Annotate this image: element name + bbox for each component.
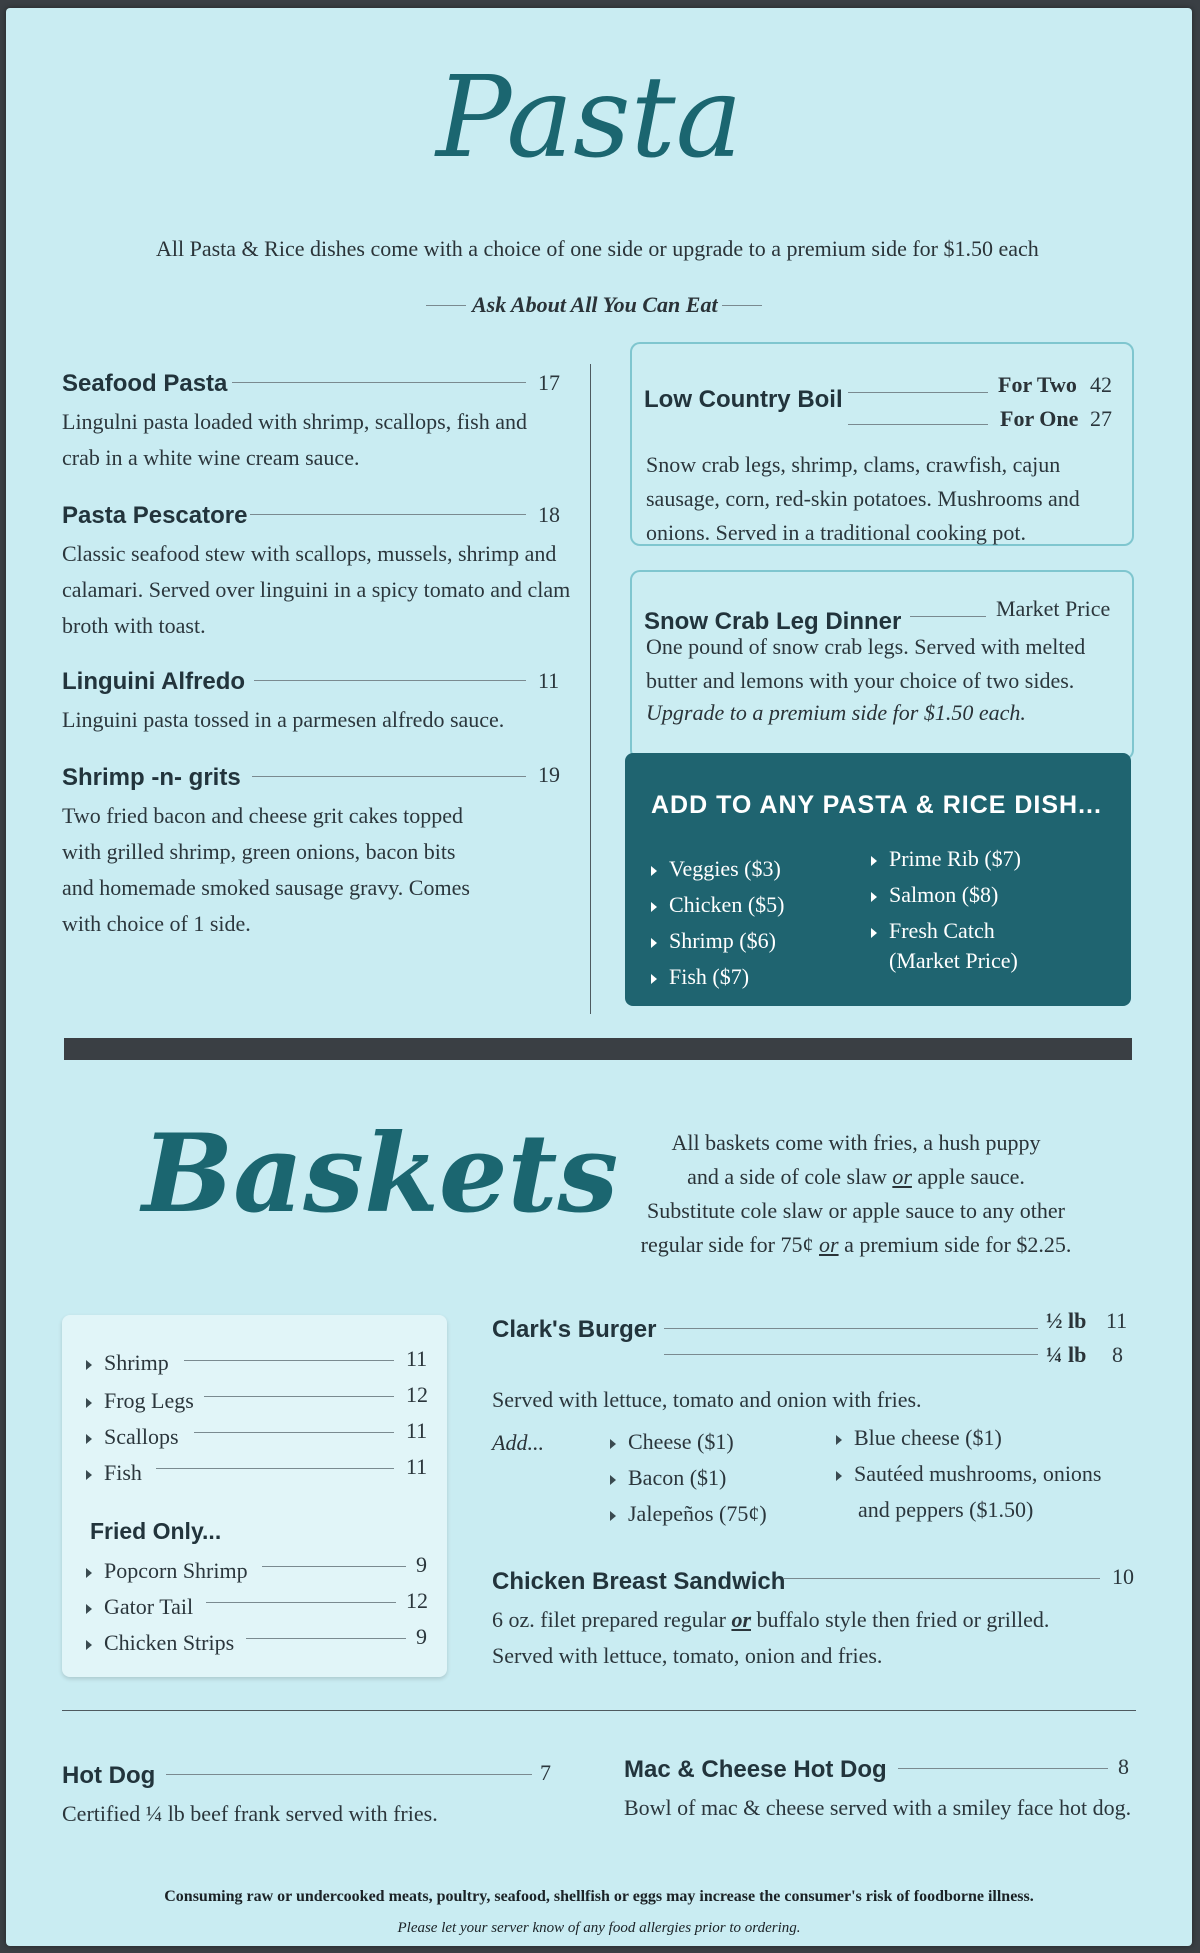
shrimp-grits-desc: Two fried bacon and cheese grit cakes topped with grilled shrimp, green onions, bacon bits and homemade smoked sausage gravy. Comes with choice of 1 side. (62, 803, 470, 936)
basket-scallops-leader (194, 1432, 394, 1433)
basket-fish: Fish (86, 1460, 142, 1486)
burger-add-blue-cheese: Blue cheese ($1) (836, 1420, 1002, 1456)
snow-crab-note: Upgrade to a premium side for $1.50 each. (646, 700, 1026, 725)
triangle-bullet-icon (651, 938, 657, 948)
pasta-pescatore-desc: Classic seafood stew with scallops, mussels, shrimp and calamari. Served over linguini in a spicy tomato and clam broth with toast. (62, 541, 571, 638)
ask-about-text: Ask About All You Can Eat (472, 292, 718, 317)
basket-frog-legs-price: 12 (406, 1382, 428, 1407)
addon-chicken: Chicken ($5) (651, 887, 784, 923)
pasta-pescatore-price: 18 (538, 502, 560, 527)
boil-leader-one (848, 424, 988, 425)
chicken-sandwich-desc (492, 1602, 1049, 1674)
chicken-sandwich-desc-line-2: Served with lettuce, tomato, onion and fries. (492, 1643, 883, 1668)
baskets-intro-line-2: and a side of cole slaw or apple sauce. (687, 1164, 1025, 1189)
burger-add-cheese: Cheese ($1) (610, 1424, 734, 1460)
chicken-sandwich-desc-line-1: 6 oz. filet prepared regular or buffalo style then fried or grilled. (492, 1607, 1050, 1632)
basket-shrimp-price: 11 (406, 1346, 428, 1371)
basket-frog-legs-leader (204, 1396, 394, 1397)
triangle-bullet-icon (651, 974, 657, 984)
burger-add-bacon: Bacon ($1) (610, 1460, 726, 1496)
boil-for-one-label: For One (1000, 406, 1079, 431)
burger-desc: Served with lettuce, tomato and onion with fries. (492, 1387, 922, 1412)
fried-chicken-strips: Chicken Strips (86, 1630, 234, 1656)
shrimp-grits-leader (252, 776, 526, 777)
low-country-boil-title: Low Country Boil (644, 386, 843, 413)
pasta-pescatore-title: Pasta Pescatore (62, 502, 248, 529)
triangle-bullet-icon (86, 1568, 92, 1578)
fried-popcorn-shrimp-leader (262, 1566, 406, 1567)
seafood-pasta-price: 17 (538, 370, 560, 395)
menu-page (6, 8, 1192, 1946)
baskets-intro-line-3: Substitute cole slaw or apple sauce to any other (647, 1198, 1065, 1223)
fried-gator-tail-leader (206, 1602, 396, 1603)
addon-fresh-catch: Fresh Catch (871, 913, 995, 949)
burger-add-jalepenos: Jalepeños (75¢) (610, 1496, 767, 1532)
linguini-alfredo-leader (254, 680, 526, 681)
clarks-burger-title: Clark's Burger (492, 1316, 657, 1343)
triangle-bullet-icon (871, 928, 877, 938)
foodborne-warning: Consuming raw or undercooked meats, poultry, seafood, shellfish or eggs may increase the consumer's risk of foodborne illness. (164, 1888, 1034, 1905)
triangle-bullet-icon (86, 1360, 92, 1370)
baskets-title: Baskets (142, 1111, 619, 1237)
chicken-sandwich-price: 10 (1112, 1564, 1134, 1589)
fried-popcorn-shrimp-price: 9 (416, 1552, 427, 1577)
addon-veggies: Veggies ($3) (651, 851, 781, 887)
basket-scallops: Scallops (86, 1424, 179, 1450)
boil-for-one-price: 27 (1090, 406, 1112, 431)
hot-dog-title: Hot Dog (62, 1762, 156, 1789)
addon-prime-rib: Prime Rib ($7) (871, 841, 1021, 877)
shrimp-grits-price: 19 (538, 762, 560, 787)
burger-add-peppers: and peppers ($1.50) (858, 1497, 1034, 1522)
triangle-bullet-icon (651, 902, 657, 912)
pasta-addons-title: ADD TO ANY PASTA & RICE DISH... (651, 791, 1102, 819)
allergy-note: Please let your server know of any food allergies prior to ordering. (397, 1920, 801, 1936)
pasta-intro: All Pasta & Rice dishes come with a choice of one side or upgrade to a premium side for $1.50 each (156, 236, 1039, 261)
chicken-sandwich-title: Chicken Breast Sandwich (492, 1568, 786, 1595)
fried-gator-tail-price: 12 (406, 1588, 428, 1613)
column-divider (590, 364, 591, 1014)
addon-market-price: (Market Price) (889, 948, 1018, 973)
basket-fish-leader (156, 1468, 394, 1469)
basket-fish-price: 11 (406, 1454, 428, 1479)
basket-shrimp: Shrimp (86, 1350, 169, 1376)
fried-only-title: Fried Only... (90, 1518, 222, 1544)
triangle-bullet-icon (836, 1471, 842, 1481)
triangle-bullet-icon (871, 856, 877, 866)
snow-crab-desc: One pound of snow crab legs. Served with melted butter and lemons with your choice of two sides. (646, 634, 1086, 693)
pasta-pescatore-leader (250, 514, 526, 515)
basket-scallops-price: 11 (406, 1418, 428, 1443)
baskets-intro-line-1: All baskets come with fries, a hush puppy (671, 1130, 1041, 1155)
fried-popcorn-shrimp: Popcorn Shrimp (86, 1558, 248, 1584)
burger-quarter-price: 8 (1112, 1342, 1123, 1367)
boil-for-two-label: For Two (998, 372, 1077, 397)
hot-dog-price: 7 (540, 1760, 551, 1785)
snow-crab-leader (910, 616, 986, 617)
burger-half-label: ½ lb (1046, 1308, 1087, 1333)
linguini-alfredo-title: Linguini Alfredo (62, 668, 246, 695)
fried-chicken-strips-leader (246, 1638, 406, 1639)
addon-salmon: Salmon ($8) (871, 877, 998, 913)
triangle-bullet-icon (86, 1604, 92, 1614)
mac-cheese-hot-dog-desc: Bowl of mac & cheese served with a smiley face hot dog. (624, 1795, 1132, 1820)
linguini-alfredo-price: 11 (538, 668, 560, 693)
triangle-bullet-icon (610, 1511, 616, 1521)
triangle-bullet-icon (871, 892, 877, 902)
triangle-bullet-icon (86, 1434, 92, 1444)
addon-fish: Fish ($7) (651, 959, 749, 995)
burger-half-leader (664, 1328, 1038, 1329)
fried-gator-tail: Gator Tail (86, 1594, 193, 1620)
seafood-pasta-title: Seafood Pasta (62, 370, 228, 397)
hotdog-divider-rule (62, 1710, 1136, 1711)
seafood-pasta-leader (232, 382, 526, 383)
hot-dog-desc: Certified ¼ lb beef frank served with fries. (62, 1801, 438, 1826)
burger-quarter-leader (664, 1354, 1038, 1355)
seafood-pasta-desc: Lingulni pasta loaded with shrimp, scallops, fish and crab in a white wine cream sauce. (62, 409, 527, 470)
burger-add-label: Add... (492, 1430, 544, 1455)
boil-desc: Snow crab legs, shrimp, clams, crawfish, cajun sausage, corn, red-skin potatoes. Mushrooms and onions. Served in a traditional cooking pot. (646, 452, 1080, 545)
burger-quarter-label: ¼ lb (1046, 1342, 1087, 1367)
pasta-title: Pasta (436, 53, 743, 183)
triangle-bullet-icon (86, 1398, 92, 1408)
section-divider-bar (64, 1038, 1132, 1060)
snow-crab-price: Market Price (996, 596, 1111, 621)
basket-shrimp-leader (184, 1360, 394, 1361)
hot-dog-leader (166, 1774, 532, 1775)
triangle-bullet-icon (836, 1435, 842, 1445)
triangle-bullet-icon (86, 1640, 92, 1650)
triangle-bullet-icon (610, 1475, 616, 1485)
shrimp-grits-title: Shrimp -n- grits (62, 764, 241, 791)
snow-crab-title: Snow Crab Leg Dinner (644, 608, 902, 635)
mac-cheese-hot-dog-leader (898, 1768, 1108, 1769)
basket-frog-legs: Frog Legs (86, 1388, 194, 1414)
burger-half-price: 11 (1106, 1308, 1128, 1333)
triangle-bullet-icon (651, 866, 657, 876)
boil-leader-two (848, 392, 988, 393)
chicken-sandwich-leader (784, 1578, 1100, 1579)
triangle-bullet-icon (610, 1439, 616, 1449)
mac-cheese-hot-dog-title: Mac & Cheese Hot Dog (624, 1756, 887, 1783)
mac-cheese-hot-dog-price: 8 (1118, 1754, 1129, 1779)
addon-shrimp: Shrimp ($6) (651, 923, 776, 959)
fried-chicken-strips-price: 9 (416, 1624, 427, 1649)
pasta-addons-box (625, 753, 1131, 1006)
boil-for-two-price: 42 (1090, 372, 1112, 397)
linguini-alfredo-desc: Linguini pasta tossed in a parmesen alfredo sauce. (62, 707, 505, 732)
triangle-bullet-icon (86, 1470, 92, 1480)
baskets-intro (606, 1126, 1106, 1262)
ask-rule-left (426, 305, 466, 306)
baskets-intro-line-4: regular side for 75¢ or a premium side for $2.25. (640, 1232, 1072, 1257)
ask-rule-right (722, 305, 762, 306)
burger-add-mushrooms: Sautéed mushrooms, onions (836, 1456, 1102, 1492)
